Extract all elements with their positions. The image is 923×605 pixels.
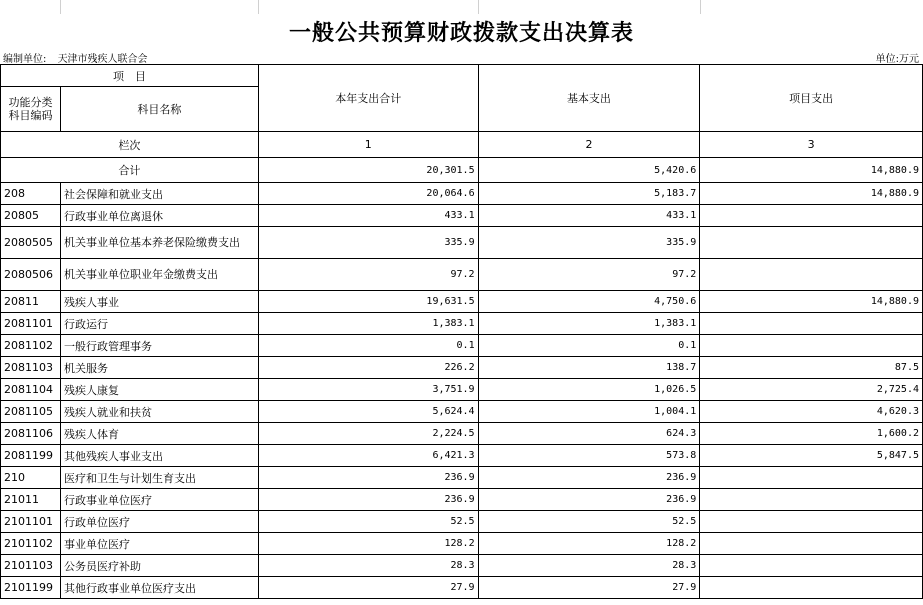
row-basic: 1,383.1 (478, 313, 700, 335)
row-basic: 5,183.7 (478, 183, 700, 205)
row-project (700, 511, 923, 533)
table-row (1, 445, 923, 467)
row-name: 机关事业单位基本养老保险缴费支出 (60, 227, 258, 259)
col-number-1: 1 (258, 132, 478, 158)
table-row (1, 335, 923, 357)
row-basic: 138.7 (478, 357, 700, 379)
row-code: 2080506 (1, 259, 61, 291)
row-project (700, 555, 923, 577)
row-total: 236.9 (258, 489, 478, 511)
table-row (1, 489, 923, 511)
row-project (700, 489, 923, 511)
row-basic: 236.9 (478, 489, 700, 511)
row-total: 0.1 (258, 335, 478, 357)
row-basic: 0.1 (478, 335, 700, 357)
total-basic: 5,420.6 (478, 158, 700, 183)
table-row (1, 533, 923, 555)
row-total: 28.3 (258, 555, 478, 577)
row-basic: 52.5 (478, 511, 700, 533)
row-basic: 1,026.5 (478, 379, 700, 401)
table-row (1, 205, 923, 227)
header-code: 功能分类科目编码 (1, 87, 61, 132)
row-code: 20811 (1, 291, 61, 313)
row-basic: 28.3 (478, 555, 700, 577)
row-basic: 97.2 (478, 259, 700, 291)
header-xiangmu: 项 目 (1, 65, 259, 87)
table-row (1, 379, 923, 401)
total-amount: 20,301.5 (258, 158, 478, 183)
row-name: 残疾人就业和扶贫 (60, 401, 258, 423)
row-basic: 433.1 (478, 205, 700, 227)
row-project: 1,600.2 (700, 423, 923, 445)
table-row (1, 401, 923, 423)
col-number-2: 2 (478, 132, 700, 158)
total-label: 合计 (1, 158, 259, 183)
row-name: 行政单位医疗 (60, 511, 258, 533)
table-row (1, 577, 923, 599)
row-total: 5,624.4 (258, 401, 478, 423)
row-project: 5,847.5 (700, 445, 923, 467)
row-name: 一般行政管理事务 (60, 335, 258, 357)
row-name: 行政事业单位医疗 (60, 489, 258, 511)
row-project (700, 467, 923, 489)
row-name: 事业单位医疗 (60, 533, 258, 555)
row-total: 20,064.6 (258, 183, 478, 205)
row-total: 97.2 (258, 259, 478, 291)
row-total: 433.1 (258, 205, 478, 227)
row-project: 14,880.9 (700, 183, 923, 205)
top-gridlines (0, 0, 923, 14)
table-row (1, 259, 923, 291)
currency-unit: 单位:万元 (875, 54, 919, 65)
table-row (1, 467, 923, 489)
header-project: 项目支出 (700, 65, 923, 132)
row-project: 14,880.9 (700, 291, 923, 313)
table-row (1, 291, 923, 313)
row-name: 行政运行 (60, 313, 258, 335)
row-basic: 128.2 (478, 533, 700, 555)
row-name: 残疾人体育 (60, 423, 258, 445)
total-row (1, 158, 923, 183)
table-row (1, 423, 923, 445)
row-total: 3,751.9 (258, 379, 478, 401)
row-basic: 4,750.6 (478, 291, 700, 313)
row-code: 21011 (1, 489, 61, 511)
row-total: 19,631.5 (258, 291, 478, 313)
expenditure-table (0, 64, 923, 599)
row-basic: 335.9 (478, 227, 700, 259)
row-name: 医疗和卫生与计划生育支出 (60, 467, 258, 489)
table-row (1, 555, 923, 577)
row-total: 335.9 (258, 227, 478, 259)
table-row (1, 511, 923, 533)
table-row (1, 357, 923, 379)
header-name: 科目名称 (60, 87, 258, 132)
row-basic: 624.3 (478, 423, 700, 445)
row-project (700, 227, 923, 259)
row-total: 52.5 (258, 511, 478, 533)
row-code: 2081106 (1, 423, 61, 445)
report-title: 一般公共预算财政拨款支出决算表 (288, 20, 634, 46)
organization-name: 天津市残疾人联合会 (57, 54, 148, 65)
organization-label: 编制单位: (3, 54, 47, 65)
row-code: 2081105 (1, 401, 61, 423)
row-project (700, 577, 923, 599)
col-number-3: 3 (700, 132, 923, 158)
row-total: 236.9 (258, 467, 478, 489)
table-row (1, 183, 923, 205)
row-total: 128.2 (258, 533, 478, 555)
row-name: 其他残疾人事业支出 (60, 445, 258, 467)
row-code: 2081102 (1, 335, 61, 357)
row-name: 社会保障和就业支出 (60, 183, 258, 205)
row-total: 6,421.3 (258, 445, 478, 467)
row-name: 残疾人事业 (60, 291, 258, 313)
row-basic: 1,004.1 (478, 401, 700, 423)
row-basic: 236.9 (478, 467, 700, 489)
row-project: 2,725.4 (700, 379, 923, 401)
row-code: 2081101 (1, 313, 61, 335)
row-project (700, 259, 923, 291)
total-project: 14,880.9 (700, 158, 923, 183)
row-total: 2,224.5 (258, 423, 478, 445)
row-code: 2101102 (1, 533, 61, 555)
header-row-1 (1, 65, 923, 87)
table-row (1, 227, 923, 259)
row-code: 2081104 (1, 379, 61, 401)
header-total: 本年支出合计 (258, 65, 478, 132)
row-name: 其他行政事业单位医疗支出 (60, 577, 258, 599)
row-total: 226.2 (258, 357, 478, 379)
row-project (700, 533, 923, 555)
row-project: 4,620.3 (700, 401, 923, 423)
table-row (1, 313, 923, 335)
row-name: 行政事业单位离退休 (60, 205, 258, 227)
organization-line (3, 50, 148, 65)
row-code: 2081199 (1, 445, 61, 467)
row-basic: 27.9 (478, 577, 700, 599)
row-project (700, 313, 923, 335)
row-project (700, 205, 923, 227)
row-code: 208 (1, 183, 61, 205)
row-code: 2080505 (1, 227, 61, 259)
row-code: 2081103 (1, 357, 61, 379)
row-project: 87.5 (700, 357, 923, 379)
row-name: 机关服务 (60, 357, 258, 379)
row-total: 1,383.1 (258, 313, 478, 335)
row-code: 210 (1, 467, 61, 489)
row-name: 机关事业单位职业年金缴费支出 (60, 259, 258, 291)
row-total: 27.9 (258, 577, 478, 599)
row-code: 2101101 (1, 511, 61, 533)
row-code: 20805 (1, 205, 61, 227)
row-code: 2101103 (1, 555, 61, 577)
row-basic: 573.8 (478, 445, 700, 467)
row-project (700, 335, 923, 357)
row-name: 公务员医疗补助 (60, 555, 258, 577)
row-name: 残疾人康复 (60, 379, 258, 401)
column-number-row (1, 132, 923, 158)
row-code: 2101199 (1, 577, 61, 599)
lanci-label: 栏次 (1, 132, 259, 158)
header-basic: 基本支出 (478, 65, 700, 132)
